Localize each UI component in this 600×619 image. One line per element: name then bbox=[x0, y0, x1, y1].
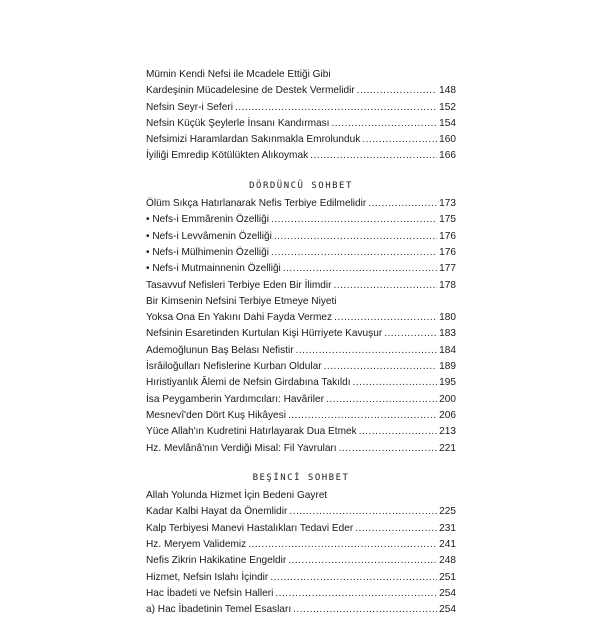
dot-leader bbox=[235, 100, 437, 116]
toc-block-continued bbox=[146, 67, 456, 165]
dot-leader bbox=[362, 132, 437, 148]
toc-entry-title: Hizmet, Nefsin Islahı İçindir bbox=[146, 571, 269, 583]
toc-page-number: 148 bbox=[439, 85, 456, 97]
toc-page-number: 180 bbox=[439, 312, 456, 324]
toc-entry-title: Yoksa Ona En Yakını Dahi Fayda Vermez bbox=[146, 312, 333, 324]
toc-block-dorduncu-sohbet bbox=[146, 196, 456, 457]
toc-entry-title: Nefsin Küçük Şeylerle İnsanı Kandırması bbox=[146, 117, 330, 129]
toc-page-number: 195 bbox=[439, 377, 456, 389]
toc-page-number: 200 bbox=[439, 393, 456, 405]
toc-entry bbox=[146, 375, 456, 391]
toc-entry bbox=[146, 343, 456, 359]
toc-entry bbox=[146, 116, 456, 132]
dot-leader bbox=[248, 537, 437, 553]
dot-leader bbox=[324, 359, 438, 375]
toc-entry-title: Kadar Kalbi Hayat da Önemlidir bbox=[146, 506, 288, 518]
toc-page-number: 251 bbox=[439, 571, 456, 583]
toc-entry bbox=[146, 261, 456, 277]
dot-leader bbox=[296, 343, 438, 359]
toc-page-number: 160 bbox=[439, 134, 456, 146]
toc-page-number: 154 bbox=[439, 117, 456, 129]
toc-page-number: 189 bbox=[439, 361, 456, 373]
dot-leader bbox=[357, 83, 437, 99]
toc-entry bbox=[146, 212, 456, 228]
toc-page-number: 206 bbox=[439, 409, 456, 421]
dot-leader bbox=[271, 212, 437, 228]
dot-leader bbox=[353, 375, 438, 391]
toc-entry-title: a) Hac İbadetinin Temel Esasları bbox=[146, 604, 292, 616]
toc-entry bbox=[146, 359, 456, 375]
dot-leader bbox=[293, 602, 437, 618]
toc-entry-title: • Nefs-i Mülhimenin Özelliği bbox=[146, 246, 270, 258]
dot-leader bbox=[289, 504, 437, 520]
toc-entry-title: Hz. Mevlânâ'nın Verdiği Misal: Fil Yavruları bbox=[146, 442, 337, 454]
section-title-besinci-sohbet: BEŞİNCİ SOHBET bbox=[252, 472, 350, 483]
toc-entry-title-line: Allah Yolunda Hizmet İçin Bedeni Gayret bbox=[146, 490, 328, 502]
toc-page-number: 152 bbox=[439, 101, 456, 113]
toc-page-number: 184 bbox=[439, 344, 456, 356]
dot-leader bbox=[270, 570, 437, 586]
toc-page-number: 183 bbox=[439, 328, 456, 340]
toc-entry-title: Ademoğlunun Baş Belası Nefistir bbox=[146, 344, 294, 356]
toc-page-number: 254 bbox=[439, 604, 456, 616]
dot-leader bbox=[334, 278, 438, 294]
toc-entry-title: • Nefs-i Emmârenin Özelliği bbox=[146, 214, 270, 226]
toc-entry bbox=[146, 245, 456, 261]
toc-page-number: 254 bbox=[439, 587, 456, 599]
toc-entry-title: • Nefs-i Levvâmenin Özelliği bbox=[146, 230, 272, 242]
toc-entry bbox=[146, 148, 456, 164]
toc-entry bbox=[146, 424, 456, 440]
dot-leader bbox=[288, 553, 437, 569]
dot-leader bbox=[310, 148, 437, 164]
toc-entry-title: Ölüm Sıkça Hatırlanarak Nefis Terbiye Edilmelidir bbox=[146, 198, 367, 210]
toc-entry bbox=[146, 408, 456, 424]
toc-entry-title-line: Mümin Kendi Nefsi ile Mcadele Ettiği Gibi bbox=[146, 69, 331, 80]
toc-page-number: 173 bbox=[439, 198, 456, 210]
toc-entry bbox=[146, 229, 456, 245]
toc-entry bbox=[146, 100, 456, 116]
toc-entry bbox=[146, 392, 456, 408]
toc-page-number: 221 bbox=[439, 442, 456, 454]
toc-entry-title: Nefis Zikrin Hakikatine Engeldir bbox=[146, 555, 287, 567]
toc-page-number: 166 bbox=[439, 150, 456, 162]
dot-leader bbox=[326, 392, 437, 408]
toc-page-number: 231 bbox=[439, 522, 456, 534]
toc-entry-title: Nefsin Seyr-i Seferi bbox=[146, 101, 233, 113]
toc-entry bbox=[146, 537, 456, 553]
dot-leader bbox=[288, 408, 437, 424]
toc-entry-title: Hz. Meryem Validemiz bbox=[146, 539, 247, 551]
toc-entry bbox=[146, 310, 456, 326]
toc-page-number: 178 bbox=[439, 279, 456, 291]
toc-entry bbox=[146, 521, 456, 537]
toc-entry-title: Hıristiyanlık Âlemi de Nefsin Girdabına Takıldı bbox=[146, 377, 351, 389]
toc-page-number: 175 bbox=[439, 214, 456, 226]
dot-leader bbox=[334, 310, 437, 326]
toc-entry bbox=[146, 278, 456, 294]
toc-entry-title: Kalp Terbiyesi Manevi Hastalıkları Tedavi Eder bbox=[146, 522, 354, 534]
section-title-dorduncu-sohbet: DÖRDÜNCÜ SOHBET bbox=[249, 180, 353, 191]
toc-entry bbox=[146, 504, 456, 520]
dot-leader bbox=[271, 245, 437, 261]
toc-entry-title: İyiliği Emredip Kötülükten Alıkoymak bbox=[146, 150, 309, 162]
dot-leader bbox=[283, 261, 437, 277]
dot-leader bbox=[384, 326, 437, 342]
toc-entry bbox=[146, 132, 456, 148]
toc-entry bbox=[146, 83, 456, 99]
toc-entry-title: Nefsimizi Haramlardan Sakınmakla Emrolunduk bbox=[146, 134, 361, 146]
toc-entry-title: İsa Peygamberin Yardımcıları: Havâriler bbox=[146, 393, 325, 405]
dot-leader bbox=[274, 229, 437, 245]
toc-entry-title: Mesnevî'den Dört Kuş Hikâyesi bbox=[146, 409, 286, 421]
toc-page-number: 241 bbox=[439, 539, 456, 551]
dot-leader bbox=[339, 441, 438, 457]
dot-leader bbox=[355, 521, 437, 537]
toc-entry bbox=[146, 602, 456, 618]
toc-entry-title-line: Bir Kimsenin Nefsini Terbiye Etmeye Niyeti bbox=[146, 295, 337, 307]
toc-entry bbox=[146, 553, 456, 569]
toc-page-number: 213 bbox=[439, 426, 456, 438]
toc-page-number: 176 bbox=[439, 246, 456, 258]
table-of-contents bbox=[146, 67, 456, 619]
dot-leader bbox=[368, 196, 437, 212]
dot-leader bbox=[359, 424, 438, 440]
toc-entry-title: Nefsinin Esaretinden Kurtulan Kişi Hürriyete Kavuşur bbox=[146, 328, 383, 340]
toc-page-number: 225 bbox=[439, 506, 456, 518]
toc-entry-title: • Nefs-i Mutmainnenin Özelliği bbox=[146, 263, 281, 275]
toc-entry-title: İsrâiloğulları Nefislerine Kurban Oldular bbox=[146, 361, 322, 373]
toc-page-number: 248 bbox=[439, 555, 456, 567]
toc-entry-title: Yüce Allah'ın Kudretini Hatırlayarak Dua Etmek bbox=[146, 426, 357, 438]
toc-entry bbox=[146, 570, 456, 586]
toc-entry bbox=[146, 196, 456, 212]
toc-entry bbox=[146, 326, 456, 342]
toc-page-number: 176 bbox=[439, 230, 456, 242]
toc-entry bbox=[146, 441, 456, 457]
toc-entry-title: Tasavvuf Nefisleri Terbiye Eden Bir İlimdir bbox=[146, 279, 332, 291]
toc-entry-title: Hac İbadeti ve Nefsin Halleri bbox=[146, 587, 274, 599]
toc-page-number: 177 bbox=[439, 263, 456, 275]
dot-leader bbox=[331, 116, 437, 132]
toc-block-besinci-sohbet bbox=[146, 488, 456, 618]
toc-entry-title: Kardeşinin Mücadelesine de Destek Vermelidir bbox=[146, 85, 355, 97]
